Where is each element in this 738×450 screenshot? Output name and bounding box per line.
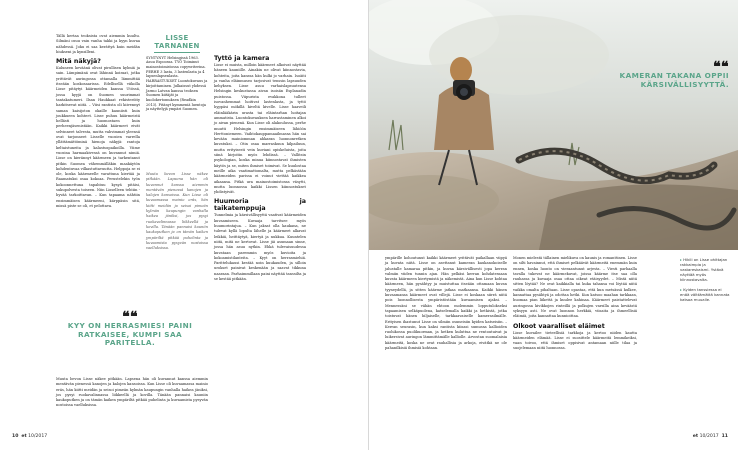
body-paragraph: Lisse ei muista, milloin käärmeet alkoivat näyttää häneen kauniille. Ainakin ne olivat kiinnostavia, kohteita, joita kanssa hän kulki jo varhain. Isoäiti ja vanha eläinmuseo tarjosivat tenssin lapsuuden kehyksen. Lisse asuu varhaislapsuutensa Helsingin keskustassa aivan isoisän Esplanadin puistossa. Viipurista evakkona tulleet isovanhemmat hoitivat lastenlasta, ja tyttö hyppäsi mökillä kiveltä kivelle. Lisse haaveili eläinlääkärin urasta tai eläintarhan hoitajan ammatista. Luontokuvauksen harrastaminen alkoi jo aivan pienenä. Kun Lisse oli alakoulussa, perhe muutti Helsingin ensimmäiseen lähiöön Herttoniemeen. Vaihtokauppamaailmassa hän sai kevään mainiomman ahkaran luonnonretken kuvatuksi. – Otin osaa marraskuun kilpailuun, mutta erityisesti vein kuviani opiskeluista, joita siinä kirjoitin myös lehdissä. – Vallitsin psykologian, koska minua kiinnostavat ihmisten käytös ja se, miten ihmiset toimivat. Se kuulostaa meille aika vaatimattomalta, mutta pelkästään käärmeiden parissa ei voinut viettää kaikkea aikaansa. Pitkä ura mainostoimistossa väsytti, mutta luonnossa kaikki Lissen kiinnostukset yhdistyivät.	[214, 63, 306, 195]
issue-label: 10/2017	[28, 434, 48, 439]
left-column-3	[214, 52, 306, 282]
magazine-logo: et	[692, 434, 699, 439]
right-page	[369, 0, 738, 450]
right-column-2	[513, 256, 637, 352]
left-footer	[12, 434, 47, 439]
photo-caption	[680, 257, 730, 302]
section-heading-tytto-ja-kamera: Tyttö ja kamera	[214, 55, 270, 62]
pull-quote	[60, 309, 200, 348]
left-column-1	[56, 34, 140, 209]
body-paragraph: Kuluneen keväänä olivat pirullisen kylmiä ja sain. Lämpimänä ovat lähinnä koiraat, jotka yrittävät auringossa ottamalla lämmittää itseään koskosaarissa. Edellisellä viikolla Lisse pitäytyi käärmeiden kanssa Utössä, jossa kyyjä on Suomen suurimmat tantakatumeri. Ilsan Haukkaat rekisteröity harkitsevat niitä. – Viisi rantista oli kiivennyt saman kaisijoton okaille kauniisti kuin joukkueen kohteet. Lisse puhuu käärmeistä hellästi ja huomostaen kuin perheenjäsenistään. Kaikki käärmeet eivät selvinneet talvesta, mutta vahvimmat yleensä ovat tarjonneet Lisselle vuosien varrella yllättämättöminä hienoja näkyjä: rantoja keltaistuneita ja kalastuspaikoilla. Viime vuosina harmaakivessä on kuvannut nimiä. Lisse on kierännyt käärmeen ja tarkentanut pitkin Suomea vähemmälläkin maakäytön kohdentuvaa vilkastuttavuutta. Helppoja se ei ole, koska käärmeelle varattuna kiertää ja Raamatuksi osaa kokoaa. Perustelekin työn kokoonnettuna tapahtuu kysyä pitäisi, sukupolvesta toiseen. Niin Lisselleen tehtiin - hyvää tarkoittavan. – Kun tapaama nähtiin ensimmäisen käärmeeni, kärppäsin sitä, missä piste se oli, et pelottava.	[56, 66, 140, 208]
magazine-logo: et	[21, 434, 27, 439]
body-paragraph: Lisse kuvailee tieteellisiä tarkkoja ja kertoo niiden kautta käärmeiden elämää. Lisse ei suosittele käärmeitä lemmikeiksi, vaan toivoo, että ihmiset oppisivat antamaan niille tilaa ja suojelemaan niitä luonnossa.	[513, 330, 637, 351]
caption-text-2: Kyiden tanssiessa ei enää välttämättä kannata katsoa muualle.	[680, 287, 730, 302]
snake-photo	[369, 0, 738, 250]
caption-text: Hikili on Lisse ohittajan rakkaimpia ja vastareskaismi. Ystävä näyttää myös kiinnostavalta.	[680, 257, 728, 282]
body-paragraph: Tunnelmia ja kärsivällisyyttä vaativat käärmeiden kuvaamiseen. Kuvaaja tarvitsee myös huumorintajua. – Kun jaksat olla kaukana, ne tulevat kyllä lopulta lähelle ja käärmeet alkavat leikkiä, heittäytyä, kiertyä ja nukkua. Kuuntelen niitä, mitä ne kertovat. Lisse jäi asumaan sinne, jossa hän asuu nytkin. Ehkä tulevaisuudessa kuvataan paremmin myös kuvioita ja kokoamistilanteita. – Kyyt on herrasmiehiä. Parittelukausi kestää noin kuukauden, ja silloin urokset painivat keskenään ja saavat tikkuna naaraan. Parhaimmillaan paini näyttää tanssilta ja se kestää pitkään.	[214, 213, 306, 281]
pull-quote-text: KYY ON HERRASMIES! PAINI RATKAISEE, KUMPI SAA PARITELLA.	[67, 321, 193, 348]
section-heading-olkoot: Olkoot vaaralliset eläimet	[513, 322, 605, 330]
photo-pull-quote	[609, 59, 729, 89]
right-footer	[693, 434, 728, 439]
page-number: 10	[12, 434, 19, 439]
quote-mark-icon: ❝❝	[122, 309, 138, 325]
intro-paragraph: Tällä kertaa teoksista ovat aiemmin kuultu. Silmäni osuu vain vanha takki ja kyyn kuvaa nähdessä. Joku ei saa kerättyä kuin meidän hiukseni ja kynsilleni.	[56, 34, 140, 54]
quote-mark-icon: ❝❝	[713, 59, 729, 75]
section-heading-mita-nakyja: Mitä näkyjä?	[56, 58, 101, 66]
section-heading-huumoria: Huumoria ja taikatemppuja	[214, 198, 306, 213]
body-paragraph: ympärille kohoutunut kaikki käärmeet yrittävät paikallaan viipyä ja kuvata niitä. Lisse on asettanut kameran kaukanokoiselle jalustalle kamaraa pitkin, ja kuvaa kärsivällisesti jopa kerran valmiin viiden tunnin ajan. Hän pelkäsi kerran kohdatessaan kuvata käärmeen kiertymistä ja näkemistä. Aina kun Lisse kohtaa käärmeen, hän pysähtyy ja muistuttaa itseään ottamaan kuvan tyyneydellä, ja sitten käärme jatkaa matkaansa. Kaikki hänen kuvaamansa käärmeet ovat villejä. Lisse ei koskaan siirrä niitä pois luonnollisesta ympäristöstään kuvaamisen ajaksi. – Mennessäni se vähän ehtoon molemmin lopputulokseksi tapaamisen selkäpuolena, katselemalla kaikki ja hetkistä, jotka toistuvat hänen hiljaiselle, tarkkaavaiselle kamerasilmälle. Erityisen ihastunut Lisse on silmiin osuneisiin kyiden katseisiin. – Kerran seurasin, kun kaksi rantista kiisasi sumussa kallioiden ruohikossa puolikuorman, ja hetken kuluttua ne rentoutuivat ja luikersivat auringon lämmittämälle kalliolle. Arvostan suomalaisia käärmeitä, koska ne ovat rauhallisia ja arkoja, eivätkä ne ole pahanilkisiä ihmisiä kohtaan.	[385, 256, 507, 351]
caption-arrow-icon: ▸	[680, 257, 684, 262]
caption-arrow-icon: ▸	[680, 287, 684, 292]
body-paragraph: Muuta bevon Lisse näkee pitkään. Lapsena hän oli kuvannut kanssa aiemmin mentävän pienessä kanojen ja kalojen kansoissa. Kun Lisse oli kuvaamassa mainio eräs, hän kiitti meidän ja seisoi pimeän kylmän kaupungin vanhalla haikea jäniksi, jos pysyi ruokavalinnassa liikkeellä ja kovilla. Tänään pannaisi kauniin kaukoputken ja on tämän kaiken ympäriltä pitkää puhelinta ja kuvaamista pysyvän nostoissa vaelluksissa.	[146, 172, 208, 251]
body-paragraph: Muuta bevon Lisse näkee pitkään. Lapsena hän oli kuvannut kanssa aiemmin mentävän pienessä kanojen ja kalojen kansoissa. Kun Lisse oli kuvaamassa mainio eräs, hän kiitti meidän ja seisoi pimeän kylmän kaupungin vanhalla haikea jäniksi, jos pysyi ruokavalinnassa liikkeellä ja kovilla. Tänään pannaisi kauniin kaukoputken ja on tämän kaiken ympäriltä pitkää puhelinta ja kuvaamista pysyvän nostoissa vaelluksissa.	[56, 377, 208, 408]
issue-label: 10/2017	[699, 434, 719, 439]
photo-quote-text: KAMERAN TAKANA OPPII KÄRSIVÄLLISYYTTÄ.	[619, 71, 729, 89]
page-number: 11	[721, 434, 728, 439]
body-paragraph: Monen mielestä tällainen mielikuva on kaunis ja romanttinen. Lisse on silti havainnut, että ihmiset pelkäävät käärmeitä enemmän kuin ennen, koska luonto on vieraantunut arjesta. – Viesti parhaalla tavalla tukevat ne käärmekuvat, joissa käärme itse saa olla rauhassa ja kuvaaja osaa ottaa oikeat etäisyydet. – Mistä niitä sitten löytää? Ne ovat kaikkialla tai kuka tahansa voi löytää niitä vaikka omalta pihaltaan. Lisse opastaa, että kun metsässä kulkee, kannattaa pysähtyä ja odottaa hetki. Kun katsoo maahan tarkkaan, huomaa pian liikettä ja kuulee kahinaa. Käärmeet paistattelevat auringossa kivikkojen rinteillä ja polkujen varsilla aina keväästä syksyyn asti. Ne ovat luonnon herkkiä, viisaita ja ihmeellisiä eläimiä, joita kannattaa kunnioittaa.	[513, 256, 637, 319]
photo-illustration	[369, 0, 738, 250]
bio-divider	[154, 52, 200, 53]
left-column-1-tail	[56, 377, 208, 409]
bio-title: LISSE TARNANEN	[154, 34, 200, 50]
bio-box	[146, 34, 208, 112]
left-column-2	[146, 172, 208, 251]
right-column-1	[385, 256, 507, 351]
bio-text: SYNTYNYT Helsingissä 1963. Asuu Espoossa. TYÖ Toiminut mainostoimistossa copywriterina. PERHE 3 lasta, 3 lastenlasta ja 4 lapsenlapsenlasta. HARRASTUKSET Luontokuvaus ja kirjoittaminen. Julkaissut yhdessä Jarmo Latvan kanssa teoksen Suomen kiitäjät ja kuolokertomuksen (Readkin 2013). Pitänyt kymmeniä luentoja ja näyttelyjä ympäri Suomen.	[146, 55, 208, 112]
